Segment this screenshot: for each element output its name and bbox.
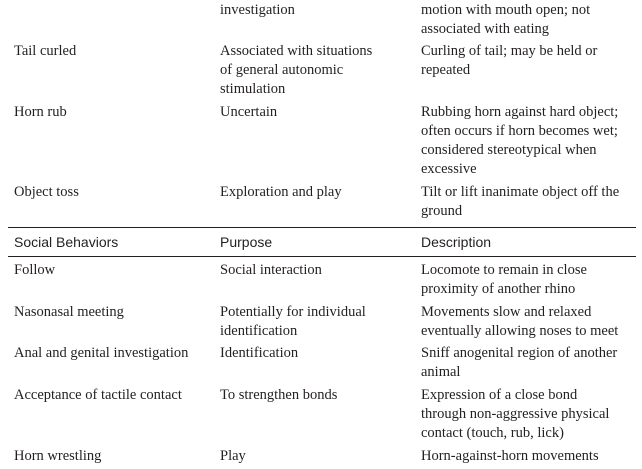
section-header-behavior: Social Behaviors: [14, 234, 119, 250]
purpose-cell: Associated with situations of general autonomic stimulation: [220, 43, 373, 97]
purpose-cell: Social interaction: [220, 262, 322, 278]
behavior-cell: Nasonasal meeting: [14, 304, 124, 320]
purpose-cell: investigation: [220, 2, 295, 18]
description-cell: Expression of a close bond through non-aggressive physical contact (touch, rub, lick): [421, 387, 610, 441]
description-cell: Horn-against-horn movements: [421, 448, 599, 464]
behavior-cell: Object toss: [14, 184, 79, 200]
behavior-cell: Horn rub: [14, 104, 67, 120]
section-header-description: Description: [421, 234, 492, 250]
behavior-cell: Anal and genital investigation: [14, 345, 189, 361]
behavior-cell: Tail curled: [14, 43, 77, 59]
behavior-cell: Follow: [14, 262, 56, 278]
purpose-cell: Identification: [220, 345, 299, 361]
description-cell: motion with mouth open; not associated with eating: [421, 2, 591, 37]
purpose-cell: To strengthen bonds: [220, 387, 338, 403]
header-bottom-rule: [8, 256, 636, 257]
purpose-cell: Play: [220, 448, 246, 464]
description-cell: Movements slow and relaxed eventually allowing noses to meet: [421, 304, 619, 339]
header-top-rule: [8, 227, 636, 228]
description-cell: Curling of tail; may be held or repeated: [421, 43, 598, 78]
purpose-cell: Exploration and play: [220, 184, 342, 200]
behavior-cell: Horn wrestling: [14, 448, 102, 464]
behavior-cell: Acceptance of tactile contact: [14, 387, 182, 403]
description-cell: Locomote to remain in close proximity of another rhino: [421, 262, 587, 297]
purpose-cell: Uncertain: [220, 104, 278, 120]
description-cell: Tilt or lift inanimate object off the ground: [421, 184, 620, 219]
purpose-cell: Potentially for individual identification: [220, 304, 366, 339]
description-cell: Sniff anogenital region of another animal: [421, 345, 618, 380]
description-cell: Rubbing horn against hard object; often occurs if horn becomes wet; considered stereotypical when excessive: [421, 104, 619, 177]
section-header-purpose: Purpose: [220, 234, 273, 250]
